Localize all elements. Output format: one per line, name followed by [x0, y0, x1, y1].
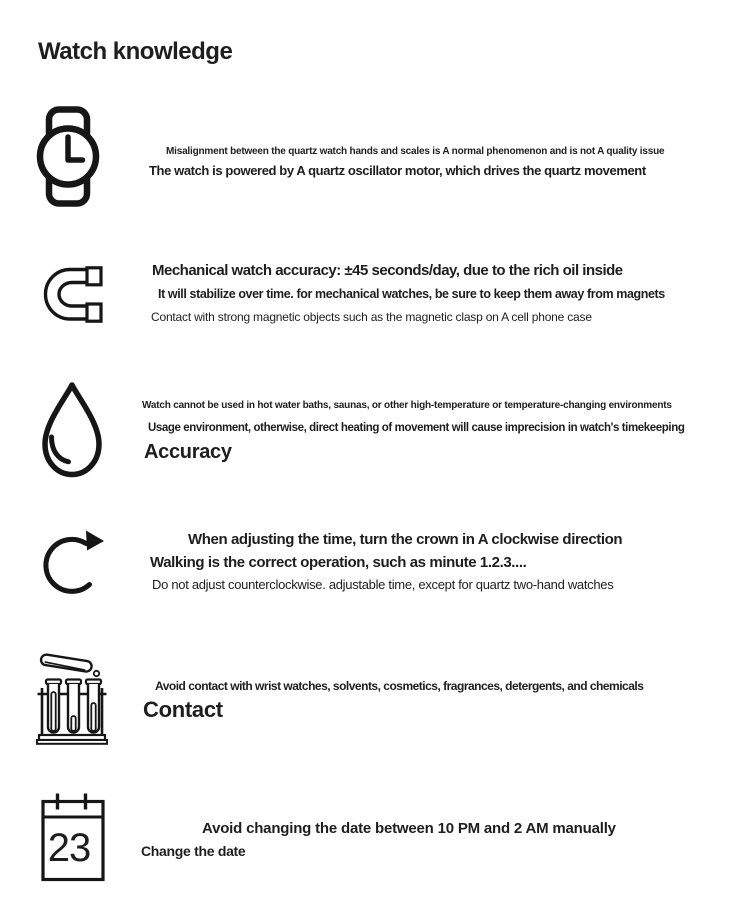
section-line: When adjusting the time, turn the crown in A clockwise direction [188, 531, 623, 548]
section-line: Do not adjust counterclockwise. adjustable time, except for quartz two-hand watches [152, 577, 614, 592]
section-line: Avoid changing the date between 10 PM and 2 AM manually [202, 820, 616, 837]
section-line: It will stabilize over time. for mechanical watches, be sure to keep them away from magnets [158, 287, 665, 301]
calendar-day-text: 23 [47, 826, 91, 870]
test-tubes-icon [36, 648, 108, 745]
section-line: Change the date [141, 843, 246, 859]
page-title: Watch knowledge [38, 38, 233, 65]
magnet-icon [42, 266, 105, 323]
section-heading: Accuracy [144, 441, 232, 463]
wristwatch-icon [36, 106, 100, 207]
section-line: Mechanical watch accuracy: ±45 seconds/day, due to the rich oil inside [152, 262, 623, 279]
section-line: Contact with strong magnetic objects such as the magnetic clasp on A cell phone case [151, 310, 592, 324]
section-line: The watch is powered by A quartz oscillator motor, which drives the quartz movement [149, 163, 646, 178]
section-line: Misalignment between the quartz watch hands and scales is A normal phenomenon and is not A quality issue [166, 146, 665, 157]
section-line: Watch cannot be used in hot water baths, saunas, or other high-temperature or temperature-changing environments [142, 400, 672, 411]
section-heading: Contact [143, 697, 223, 722]
section-line: Avoid contact with wrist watches, solvents, cosmetics, fragrances, detergents, and chemicals [155, 679, 644, 693]
calendar-icon [40, 790, 106, 883]
water-drop-icon [38, 381, 106, 481]
clockwise-arrow-icon [42, 526, 104, 601]
section-line: Usage environment, otherwise, direct heating of movement will cause imprecision in watch's timekeeping [148, 422, 685, 434]
section-line: Walking is the correct operation, such as minute 1.2.3.... [150, 554, 527, 571]
